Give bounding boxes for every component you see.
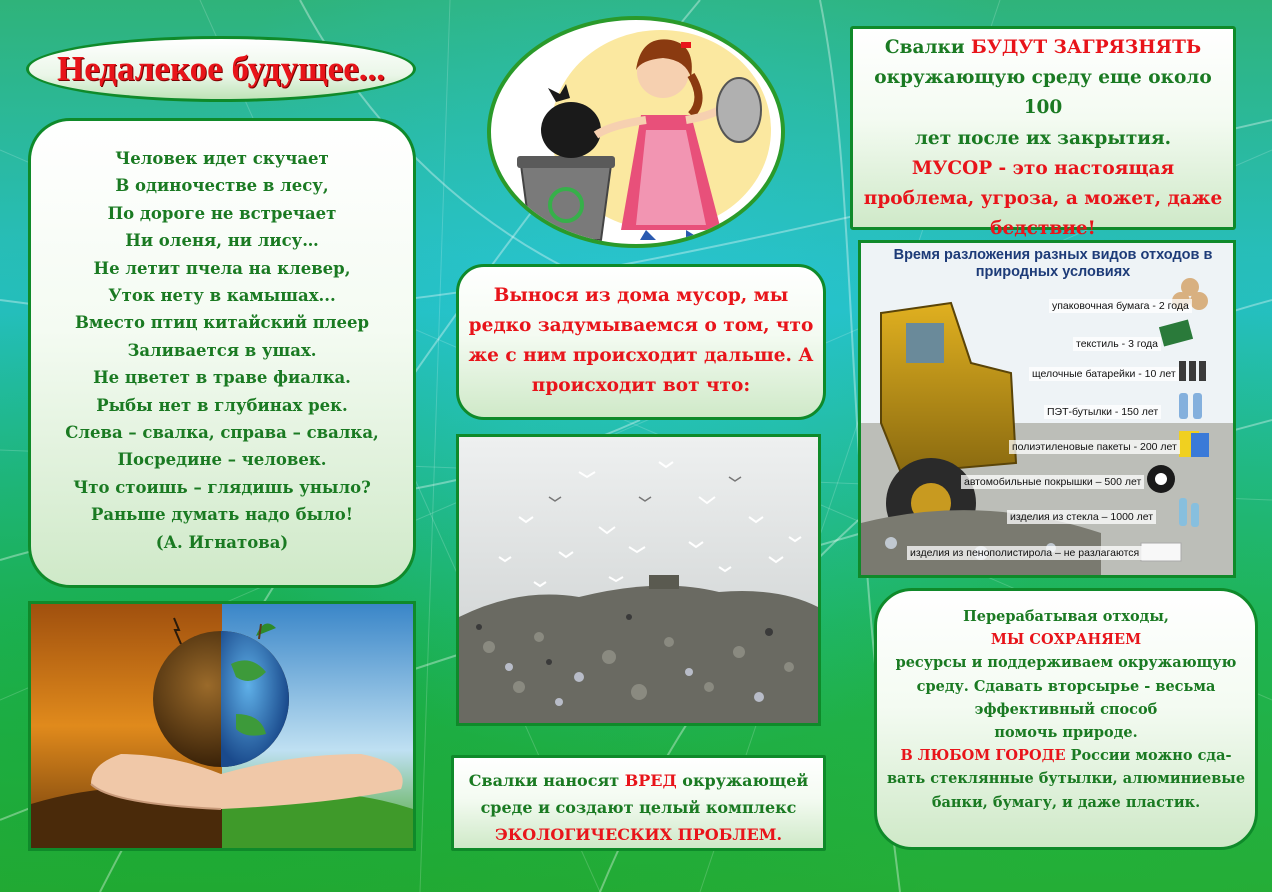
warning-line-5: проблема, угроза, а может, даже xyxy=(863,188,1223,210)
poem-line: Ни оленя, ни лису… xyxy=(125,231,319,251)
poem-line: Не летит пчела на клевер, xyxy=(93,258,351,278)
title-banner xyxy=(26,36,416,102)
poem-line: Раньше думать надо было! xyxy=(90,505,354,525)
recycle-line: эффективный способ xyxy=(974,700,1158,718)
recycle-line: вать стеклянные бутылки, алюминиевые xyxy=(886,770,1246,788)
harm-line-3: ЭКОЛОГИЧЕСКИХ ПРОБЛЕМ. xyxy=(494,825,783,844)
decomposition-row: изделия из пенополистирола – не разлагаются xyxy=(907,546,1142,560)
harm-text-box xyxy=(451,755,826,851)
infographic-title: Время разложения разных видов отходов в природных условиях xyxy=(893,247,1213,280)
page-title: Недалекое будущее... xyxy=(56,49,385,88)
poem-line: По дороге не встречает xyxy=(107,203,337,223)
intro-line: происходит вот что: xyxy=(531,375,751,396)
poem-line: В одиночестве в лесу, xyxy=(115,176,329,196)
intro-line: Вынося из дома мусор, мы xyxy=(493,285,789,306)
warning-line-1: Свалки БУДУТ ЗАГРЯЗНЯТЬ xyxy=(884,37,1202,58)
decomposition-row: ПЭТ-бутылки - 150 лет xyxy=(1044,405,1161,419)
warning-line-3: лет после их закрытия. xyxy=(914,127,1172,149)
intro-text-box xyxy=(456,264,826,420)
poem-line: Уток нету в камышах... xyxy=(108,286,336,306)
recycling-info-box xyxy=(874,588,1258,850)
poem-line: Заливается в ушах. xyxy=(127,340,317,360)
recycle-line: помочь природе. xyxy=(994,724,1138,742)
recycle-line: банки, бумагу, и даже пластик. xyxy=(931,793,1201,811)
recycle-line: МЫ СОХРАНЯЕМ xyxy=(990,631,1142,649)
decomposition-row: текстиль - 3 года xyxy=(1073,337,1161,351)
decomposition-time-infographic xyxy=(858,240,1236,578)
poem-line: Посредине – человек. xyxy=(117,450,327,470)
harm-highlight: ВРЕД xyxy=(624,771,677,790)
recycle-line: В ЛЮБОМ ГОРОДЕ России можно сда- xyxy=(900,747,1232,765)
earth-in-hands-image xyxy=(28,601,416,851)
recycle-line: ресурсы и поддерживаем окружающую xyxy=(895,654,1237,672)
poem-box xyxy=(28,118,416,588)
warning-line-6: бедствие! xyxy=(990,218,1096,240)
landfill-seagulls-photo xyxy=(456,434,821,726)
recycle-line: среду. Сдавать вторсырье - весьма xyxy=(916,677,1216,695)
harm-line-2: среде и создают целый комплекс xyxy=(480,798,797,817)
landfill-warning-box xyxy=(850,26,1236,240)
poem-author: (А. Игнатова) xyxy=(155,532,289,552)
poem-line: Человек идет скучает xyxy=(115,149,329,168)
decomposition-row: изделия из стекла – 1000 лет xyxy=(1007,510,1156,524)
intro-line: же с ним происходит дальше. А xyxy=(468,345,814,366)
poem-line: Слева – свалка, справа – свалка, xyxy=(65,423,379,443)
recycle-line: Перерабатывая отходы, xyxy=(963,608,1169,625)
poem-line: Что стоишь – глядишь уныло? xyxy=(73,477,371,497)
poem-line: Рыбы нет в глубинах рек. xyxy=(96,395,348,415)
decomposition-row: автомобильные покрышки – 500 лет xyxy=(961,475,1144,489)
intro-line: редко задумываемся о том, что xyxy=(468,315,814,336)
warning-line-2: окружающую среду еще около 100 xyxy=(874,67,1212,119)
poem-line: Не цветет в траве фиалка. xyxy=(93,368,351,388)
housewife-trash-illustration xyxy=(487,16,785,248)
warning-line-4: МУСОР - это настоящая xyxy=(911,157,1175,179)
poem-line: Вместо птиц китайский плеер xyxy=(74,313,369,333)
decomposition-row: полиэтиленовые пакеты - 200 лет xyxy=(1009,440,1180,454)
decomposition-row: упаковочная бумага - 2 года xyxy=(1049,299,1192,313)
harm-line-1: Свалки наносят ВРЕД окружающей xyxy=(468,771,809,790)
decomposition-row: щелочные батарейки - 10 лет xyxy=(1029,367,1179,381)
